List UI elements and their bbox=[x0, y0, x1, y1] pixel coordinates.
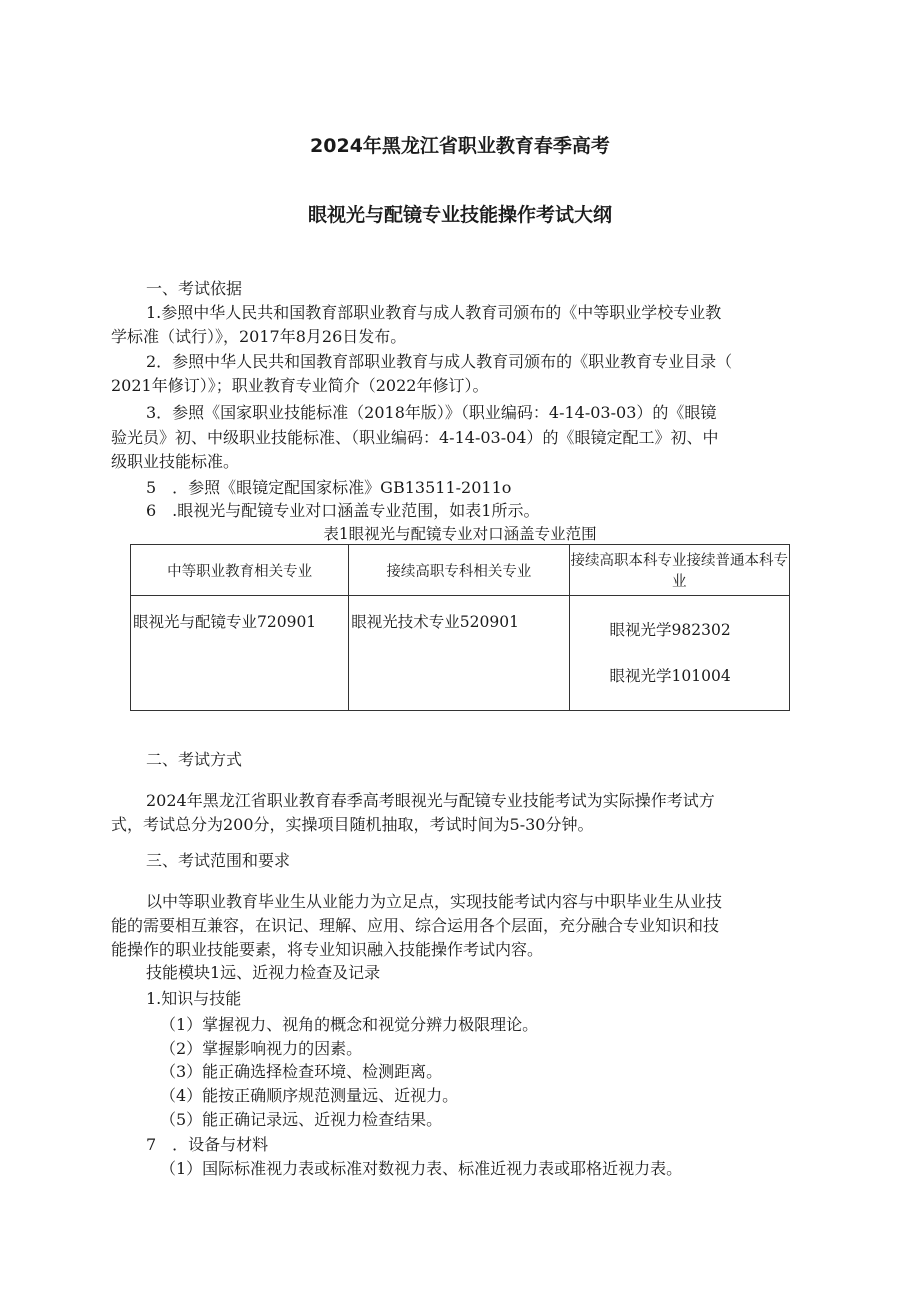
table-header: 接续高职专科相关专业 bbox=[349, 545, 569, 596]
table-cell bbox=[131, 596, 349, 711]
paragraph-line: 2024年黑龙江省职业教育春季高考眼视光与配镜专业技能考试为实际操作考试方 bbox=[146, 791, 715, 810]
subsection-heading: 1.知识与技能 bbox=[146, 989, 242, 1008]
document-title: 2024年黑龙江省职业教育春季高考 bbox=[310, 135, 610, 157]
table-header-row bbox=[131, 545, 790, 596]
paragraph-line: 学标准（试行）》，2017年8月26日发布。 bbox=[111, 327, 407, 346]
list-item: （3）能正确选择检查环境、检测距离。 bbox=[160, 1062, 443, 1081]
module-heading: 技能模块1远、近视力检查及记录 bbox=[146, 963, 381, 982]
section-heading: 二、考试方式 bbox=[146, 750, 243, 769]
paragraph-line: 以中等职业教育毕业生从业能力为立足点，实现技能考试内容与中职毕业生从业技 bbox=[146, 892, 723, 911]
paragraph-line: 6 .眼视光与配镜专业对口涵盖专业范围，如表1所示。 bbox=[146, 501, 540, 520]
list-item: （1）国际标准视力表或标准对数视力表、标准近视力表或耶格近视力表。 bbox=[160, 1159, 683, 1178]
table-header: 接续高职本科专业接续普通本科专业 bbox=[569, 545, 789, 596]
vocational-major: 眼视光技术专业520901 bbox=[351, 613, 519, 631]
paragraph-line: 级职业技能标准。 bbox=[111, 452, 240, 471]
paragraph-line: 能的需要相互兼容，在识记、理解、应用、综合运用各个层面，充分融合专业知识和技 bbox=[111, 916, 720, 935]
secondary-major: 眼视光与配镜专业720901 bbox=[133, 613, 317, 631]
list-item: （5）能正确记录远、近视力检查结果。 bbox=[160, 1110, 443, 1129]
paragraph-line: 2021年修订）》；职业教育专业简介（2022年修订）。 bbox=[111, 376, 489, 395]
paragraph-line: 1.参照中华人民共和国教育部职业教育与成人教育司颁布的《中等职业学校专业教 bbox=[146, 303, 722, 322]
table-row bbox=[131, 596, 790, 711]
section-heading: 一、考试依据 bbox=[146, 279, 243, 298]
list-item: （2）掌握影响视力的因素。 bbox=[160, 1039, 363, 1058]
section-heading: 三、考试范围和要求 bbox=[146, 851, 291, 870]
table-cell bbox=[349, 596, 569, 711]
paragraph-line: 2．参照中华人民共和国教育部职业教育与成人教育司颁布的《职业教育专业目录（ bbox=[146, 352, 733, 371]
paragraph-line: 式，考试总分为200分，实操项目随机抽取，考试时间为5-30分钟。 bbox=[111, 815, 594, 834]
bachelor-major: 眼视光学101004 bbox=[609, 667, 731, 685]
bachelor-major: 眼视光学982302 bbox=[609, 621, 731, 639]
list-item: （1）掌握视力、视角的概念和视觉分辨力极限理论。 bbox=[160, 1015, 539, 1034]
table-header: 中等职业教育相关专业 bbox=[131, 545, 349, 596]
document-subtitle: 眼视光与配镜专业技能操作考试大纲 bbox=[307, 204, 612, 226]
paragraph-line: 验光员》初、中级职业技能标准、（职业编码：4-14-03-04）的《眼镜定配工》初、中 bbox=[111, 428, 719, 447]
paragraph-line: 能操作的职业技能要素，将专业知识融入技能操作考试内容。 bbox=[111, 940, 544, 959]
subsection-heading: 7 ．设备与材料 bbox=[146, 1135, 269, 1154]
list-item: （4）能按正确顺序规范测量远、近视力。 bbox=[160, 1086, 459, 1105]
table-cell bbox=[569, 596, 789, 711]
table-caption: 表1眼视光与配镜专业对口涵盖专业范围 bbox=[323, 525, 597, 543]
paragraph-line: 3．参照《国家职业技能标准（2018年版）》（职业编码：4-14-03-03）的《眼镜 bbox=[146, 403, 717, 422]
scope-table bbox=[130, 544, 790, 711]
paragraph-line: 5 ．参照《眼镜定配国家标准》GB13511-2011o bbox=[146, 478, 512, 497]
